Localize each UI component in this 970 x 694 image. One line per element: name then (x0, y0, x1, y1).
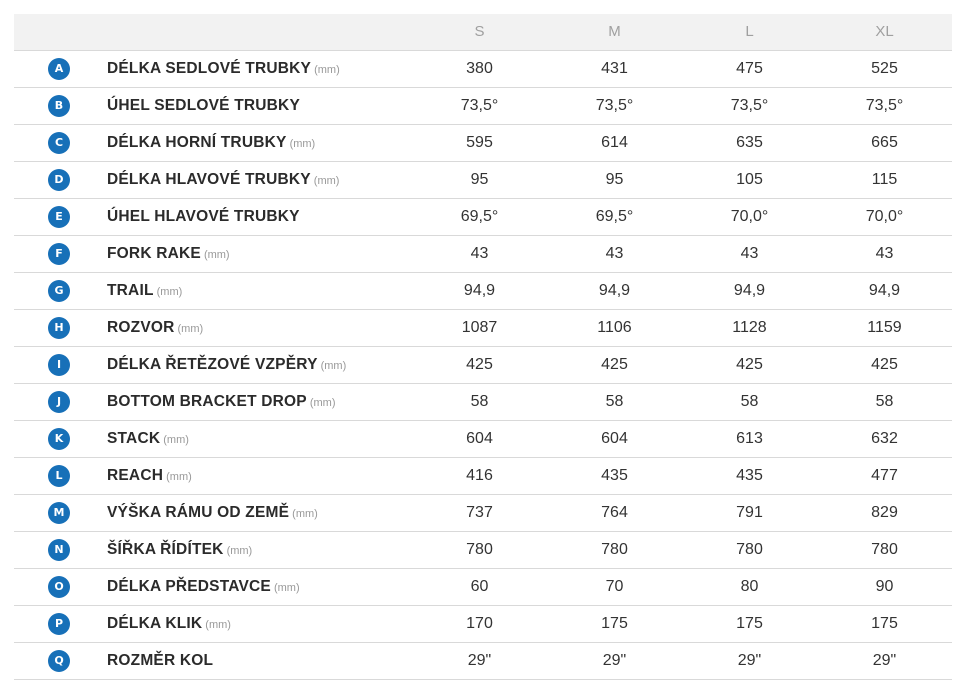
value-cell-m: 58 (605, 392, 624, 410)
value-cell-l: 780 (736, 540, 763, 558)
badge-cell (14, 494, 107, 531)
value-cell-l: 475 (736, 59, 763, 77)
parameter-name: ÚHEL SEDLOVÉ TRUBKY (107, 96, 300, 114)
parameter-cell (107, 494, 412, 531)
parameter-unit: (mm) (203, 248, 230, 261)
table-row (14, 87, 952, 124)
row-letter-badge: M (48, 502, 70, 524)
geometry-table (14, 14, 952, 680)
header-size-m: M (608, 23, 621, 41)
parameter-unit: (mm) (156, 285, 183, 298)
value-cell-l: 105 (736, 170, 763, 188)
row-letter-badge: D (48, 169, 70, 191)
table-row (14, 346, 952, 383)
parameter-name: ŠÍŘKA ŘÍDÍTEK (107, 540, 224, 558)
value-cell-xl: 115 (871, 170, 898, 188)
table-row (14, 161, 952, 198)
parameter-cell (107, 568, 412, 605)
value-cell-s: 69,5° (460, 207, 499, 225)
parameter-cell (107, 420, 412, 457)
value-cell-s: 737 (466, 503, 493, 521)
parameter-cell (107, 124, 412, 161)
row-letter-badge: E (48, 206, 70, 228)
value-cell-l: 635 (736, 133, 763, 151)
row-letter-badge: A (48, 58, 70, 80)
badge-cell (14, 198, 107, 235)
value-cell-xl: 29" (872, 651, 897, 669)
value-cell-s: 60 (470, 577, 489, 595)
value-cell-xl: 58 (875, 392, 894, 410)
row-letter-badge: O (48, 576, 70, 598)
value-cell-s: 170 (466, 614, 493, 632)
value-cell-s: 595 (466, 133, 493, 151)
parameter-cell (107, 309, 412, 346)
value-cell-s: 95 (470, 170, 489, 188)
parameter-cell (107, 161, 412, 198)
parameter-cell (107, 235, 412, 272)
parameter-cell (107, 50, 412, 87)
parameter-name: DÉLKA KLIK (107, 614, 203, 632)
parameter-unit: (mm) (314, 63, 340, 76)
parameter-unit: (mm) (177, 322, 204, 335)
badge-cell (14, 235, 107, 272)
row-letter-badge: Q (48, 650, 70, 672)
value-cell-m: 29" (602, 651, 627, 669)
badge-cell (14, 531, 107, 568)
parameter-unit: (mm) (205, 618, 231, 631)
table-row (14, 605, 952, 642)
value-cell-s: 73,5° (460, 96, 499, 114)
parameter-unit: (mm) (273, 581, 300, 594)
value-cell-l: 613 (736, 429, 763, 447)
value-cell-m: 94,9 (598, 281, 631, 299)
table-row (14, 642, 952, 679)
value-cell-m: 73,5° (595, 96, 634, 114)
parameter-cell (107, 198, 412, 235)
value-cell-xl: 665 (871, 133, 898, 151)
value-cell-l: 58 (740, 392, 759, 410)
badge-cell (14, 346, 107, 383)
badge-cell (14, 50, 107, 87)
row-letter-badge: C (48, 132, 70, 154)
table-row (14, 198, 952, 235)
value-cell-s: 58 (470, 392, 489, 410)
value-cell-l: 43 (740, 244, 759, 262)
parameter-unit: (mm) (292, 507, 318, 520)
parameter-name: FORK RAKE (107, 244, 201, 262)
table-row (14, 309, 952, 346)
value-cell-xl: 90 (875, 577, 894, 595)
value-cell-xl: 43 (875, 244, 894, 262)
table-row (14, 494, 952, 531)
value-cell-l: 80 (740, 577, 759, 595)
badge-cell (14, 161, 107, 198)
parameter-unit: (mm) (320, 359, 347, 372)
header-empty-name (107, 14, 412, 50)
parameter-cell (107, 642, 412, 679)
parameter-name: REACH (107, 466, 164, 484)
table-row (14, 124, 952, 161)
header-size-l: L (745, 23, 754, 41)
parameter-name: DÉLKA ŘETĚZOVÉ VZPĚRY (107, 355, 318, 373)
value-cell-xl: 525 (871, 59, 898, 77)
row-letter-badge: H (48, 317, 70, 339)
parameter-cell (107, 87, 412, 124)
parameter-name: ROZVOR (107, 318, 175, 336)
parameter-unit: (mm) (309, 396, 336, 409)
value-cell-s: 780 (466, 540, 493, 558)
parameter-unit: (mm) (226, 544, 253, 557)
header-row (14, 14, 952, 50)
table-row (14, 531, 952, 568)
value-cell-s: 43 (470, 244, 489, 262)
value-cell-s: 29" (467, 651, 492, 669)
value-cell-l: 94,9 (733, 281, 766, 299)
parameter-cell (107, 605, 412, 642)
parameter-name: DÉLKA HORNÍ TRUBKY (107, 133, 287, 151)
value-cell-m: 1106 (597, 318, 632, 336)
table-row (14, 50, 952, 87)
value-cell-l: 175 (736, 614, 763, 632)
value-cell-s: 380 (466, 59, 493, 77)
value-cell-l: 791 (736, 503, 763, 521)
value-cell-s: 94,9 (463, 281, 496, 299)
badge-cell (14, 87, 107, 124)
parameter-name: DÉLKA SEDLOVÉ TRUBKY (107, 59, 312, 77)
badge-cell (14, 420, 107, 457)
value-cell-s: 425 (466, 355, 493, 373)
parameter-name: DÉLKA HLAVOVÉ TRUBKY (107, 170, 311, 188)
value-cell-m: 95 (605, 170, 624, 188)
row-letter-badge: L (48, 465, 70, 487)
value-cell-l: 1128 (732, 318, 767, 336)
value-cell-xl: 632 (871, 429, 898, 447)
table-row (14, 568, 952, 605)
parameter-name: TRAIL (107, 281, 154, 299)
badge-cell (14, 383, 107, 420)
badge-cell (14, 605, 107, 642)
badge-cell (14, 124, 107, 161)
parameter-name: DÉLKA PŘEDSTAVCE (107, 577, 271, 595)
value-cell-m: 431 (601, 59, 628, 77)
value-cell-m: 425 (601, 355, 628, 373)
value-cell-xl: 829 (871, 503, 898, 521)
row-letter-badge: K (48, 428, 70, 450)
parameter-name: ÚHEL HLAVOVÉ TRUBKY (107, 207, 300, 225)
header-size-s: S (474, 23, 485, 41)
badge-cell (14, 568, 107, 605)
value-cell-m: 175 (601, 614, 628, 632)
value-cell-l: 425 (736, 355, 763, 373)
value-cell-l: 29" (737, 651, 762, 669)
value-cell-m: 43 (605, 244, 624, 262)
value-cell-m: 435 (601, 466, 628, 484)
parameter-name: BOTTOM BRACKET DROP (107, 392, 307, 410)
value-cell-m: 69,5° (595, 207, 634, 225)
value-cell-l: 73,5° (730, 96, 769, 114)
parameter-name: VÝŠKA RÁMU OD ZEMĚ (107, 503, 290, 521)
table-row (14, 457, 952, 494)
value-cell-xl: 73,5° (865, 96, 904, 114)
parameter-unit: (mm) (163, 433, 189, 446)
parameter-cell (107, 272, 412, 309)
value-cell-xl: 1159 (867, 318, 902, 336)
row-letter-badge: B (48, 95, 70, 117)
value-cell-m: 614 (601, 133, 628, 151)
table-row (14, 235, 952, 272)
value-cell-s: 604 (466, 429, 493, 447)
value-cell-s: 1087 (461, 318, 498, 336)
value-cell-xl: 175 (871, 614, 898, 632)
table-body (14, 50, 952, 679)
row-letter-badge: G (48, 280, 70, 302)
value-cell-m: 604 (601, 429, 628, 447)
table-row (14, 383, 952, 420)
value-cell-m: 764 (601, 503, 628, 521)
table-row (14, 272, 952, 309)
parameter-name: ROZMĚR KOL (107, 651, 214, 669)
parameter-cell (107, 457, 412, 494)
row-letter-badge: J (48, 391, 70, 413)
parameter-unit: (mm) (166, 470, 192, 483)
value-cell-xl: 425 (871, 355, 898, 373)
row-letter-badge: I (48, 354, 70, 376)
parameter-cell (107, 346, 412, 383)
row-letter-badge: F (48, 243, 70, 265)
row-letter-badge: N (48, 539, 70, 561)
row-letter-badge: P (48, 613, 70, 635)
header-size-xl: XL (875, 23, 894, 41)
table-row (14, 420, 952, 457)
badge-cell (14, 309, 107, 346)
value-cell-m: 70 (605, 577, 624, 595)
badge-cell (14, 642, 107, 679)
parameter-cell (107, 383, 412, 420)
parameter-unit: (mm) (313, 174, 340, 187)
table-header (14, 14, 952, 50)
badge-cell (14, 272, 107, 309)
value-cell-xl: 70,0° (865, 207, 904, 225)
parameter-name: STACK (107, 429, 161, 447)
parameter-unit: (mm) (289, 137, 316, 150)
value-cell-l: 435 (736, 466, 763, 484)
header-empty-badge (14, 14, 107, 50)
value-cell-l: 70,0° (730, 207, 769, 225)
parameter-cell (107, 531, 412, 568)
badge-cell (14, 457, 107, 494)
value-cell-xl: 94,9 (868, 281, 901, 299)
value-cell-s: 416 (466, 466, 493, 484)
value-cell-xl: 780 (871, 540, 898, 558)
value-cell-m: 780 (601, 540, 628, 558)
value-cell-xl: 477 (871, 466, 898, 484)
